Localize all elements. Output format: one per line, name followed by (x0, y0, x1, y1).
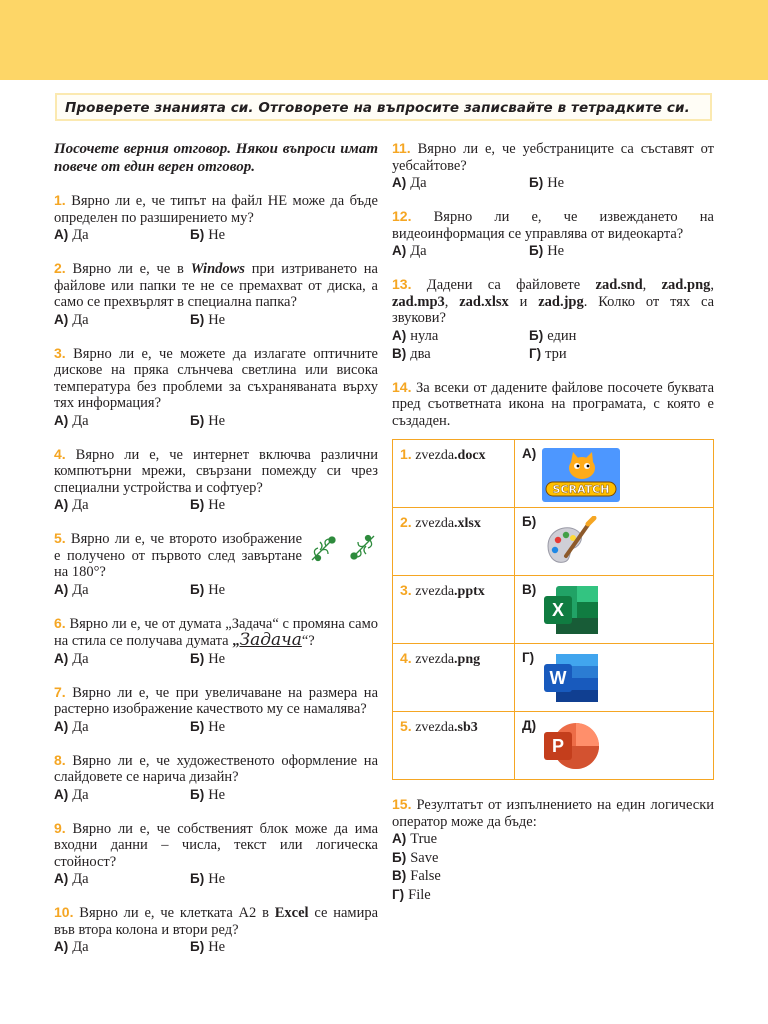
question-number: 13. (392, 276, 412, 292)
file-cell (393, 508, 515, 576)
question-text: Вярно ли е, че при увеличаване на размера на растерно изображение качеството му се намалява? (54, 684, 379, 717)
option-letter: А) (54, 311, 69, 327)
option-text: Да (72, 871, 89, 887)
file-ext: .sb3 (454, 720, 478, 735)
option-letter: В) (392, 868, 407, 883)
question-number: 3. (54, 344, 66, 361)
icon-cell[interactable] (515, 440, 714, 508)
question-number: 8. (54, 751, 66, 768)
file-base: zvezda (415, 720, 455, 735)
option-letter: А) (54, 871, 69, 886)
option-text: Не (208, 581, 226, 598)
excel-term: Excel (274, 905, 309, 921)
option-b[interactable] (190, 650, 326, 668)
option-letter: А) (54, 939, 69, 954)
option-a[interactable] (54, 311, 190, 329)
file-base: zvezda (415, 516, 455, 531)
file-base: zvezda (415, 448, 455, 463)
option-a[interactable] (54, 412, 190, 430)
file-ext: .xlsx (454, 516, 481, 531)
option-letter: Б) (529, 327, 544, 343)
question-text-cont: при изтриването на файлове или папки те не се премахват от диска, а само се прехвърлят в специална папка? (54, 261, 378, 310)
question-13: 13. Дадени са файловете zad.snd, zad.png, zad.mp3, zad.xlsx и zad.jpg. Колко от тях са звукови? А) нула Б) един В) два Г) три (392, 276, 715, 362)
option-letter: Б) (190, 786, 205, 802)
option-text: два (410, 345, 431, 362)
option-text: Да (72, 939, 89, 955)
option-letter: А) (392, 175, 407, 190)
question-text: За всеки от дадените файлове посочете буквата пред съответната икона на програмата, с която е създаден. (392, 379, 715, 429)
question-text: Вярно ли е, че второто изображение е получено от първото след завъртане на 180°? (54, 531, 302, 580)
question-number: 4. (54, 445, 66, 462)
banner-text: Проверете знанията си. Отговорете на въпросите записвайте в тетрадките си. (65, 100, 690, 116)
question-9 (54, 820, 378, 889)
scratch-icon (542, 448, 620, 502)
question-6 (54, 615, 378, 668)
option-b[interactable] (190, 412, 326, 430)
question-text: Вярно ли е, че типът на файл НЕ може да бъде определен по разширението му? (54, 193, 378, 226)
file-ext: .pptx (454, 584, 485, 599)
option-letter: А) (392, 243, 407, 258)
question-7 (54, 684, 378, 736)
option-text: Да (72, 412, 89, 429)
open-quote: „ (232, 633, 240, 649)
header-band (0, 0, 768, 80)
question-text: Резултатът от изпълнението на един логически оператор може да бъде: (392, 797, 714, 830)
question-number: 9. (54, 819, 66, 836)
option-letter: Г) (529, 345, 542, 361)
question-text: Вярно ли е, че интернет включва различни компютърни мрежи, свързани помежду си чрез специални устройства и софтуер? (54, 446, 378, 496)
option-letter: Б) (190, 311, 205, 327)
option-text: Save (410, 849, 439, 866)
question-1 (54, 192, 378, 244)
option-a[interactable] (54, 938, 190, 956)
option-b[interactable] (190, 496, 326, 514)
option-text: Да (72, 581, 89, 598)
option-text: Да (72, 227, 89, 243)
file-name: zad.jpg (538, 293, 584, 310)
option-text: Да (72, 786, 89, 803)
option-a[interactable] (54, 226, 190, 244)
question-number: 12. (392, 208, 412, 224)
option-text: Не (208, 227, 226, 243)
option-text: File (408, 886, 431, 903)
table-row (393, 644, 714, 712)
file-base: zvezda (415, 652, 455, 667)
question-text: Вярно ли е, че можете да излагате оптичните дискове на пряка слънчева светлина или висока температура без проблеми за съхраняваната върху тях информация? (54, 345, 378, 411)
table-row (393, 440, 714, 508)
option-letter: Б) (392, 849, 407, 865)
option-letter: В) (522, 582, 537, 597)
option-b[interactable] (190, 718, 326, 736)
file-ext: .docx (454, 448, 486, 463)
option-a[interactable] (54, 786, 190, 804)
file-cell (393, 644, 515, 712)
excel-letter: X (551, 600, 565, 620)
file-cell (393, 712, 515, 780)
option-letter: Б) (529, 175, 544, 190)
option-text: Да (72, 311, 89, 328)
option-text: Да (72, 718, 89, 735)
row-number: 4. (400, 650, 412, 666)
question-text: Вярно ли е, че художественото оформление на слайдовете се нарича дизайн? (54, 752, 379, 785)
option-text: Не (208, 412, 226, 429)
option-letter: Б) (190, 227, 205, 242)
file-name: zad.mp3 (392, 293, 445, 310)
option-b[interactable] (190, 226, 326, 244)
table-row (393, 508, 714, 576)
option-text: три (545, 345, 567, 362)
option-letter: А) (522, 446, 537, 461)
flower-rotation-images (308, 530, 378, 566)
question-5 (54, 530, 378, 599)
file-ext: .png (454, 652, 481, 667)
option-text: Не (208, 311, 226, 328)
option-letter: Б) (190, 412, 205, 428)
option-letter: В) (392, 345, 407, 361)
icon-cell[interactable] (515, 576, 714, 644)
option-text: Не (547, 243, 565, 259)
option-b[interactable] (190, 938, 326, 956)
option-text: Не (208, 786, 226, 803)
option-letter: Д) (522, 718, 537, 733)
word-icon (542, 652, 600, 704)
table-row (393, 712, 714, 780)
icon-cell[interactable] (515, 712, 714, 780)
file-name: zad.png (661, 277, 711, 293)
option-letter: А) (54, 581, 69, 597)
option-text: Да (72, 650, 89, 667)
question-number: 15. (392, 796, 412, 812)
option-letter: Б) (190, 871, 205, 886)
option-c[interactable] (392, 345, 529, 363)
option-letter: А) (54, 412, 69, 428)
file-cell (393, 440, 515, 508)
question-number: 1. (54, 192, 66, 208)
conjunction: и (508, 293, 539, 310)
option-text: Не (208, 939, 226, 955)
powerpoint-icon (542, 720, 600, 772)
option-a[interactable] (392, 242, 529, 260)
option-text: Не (208, 718, 226, 735)
option-d[interactable] (529, 345, 666, 363)
option-text: True (410, 831, 438, 847)
option-letter: А) (392, 327, 407, 343)
option-b[interactable] (529, 242, 666, 260)
option-text: Да (410, 175, 427, 191)
question-text: Вярно ли е, че от думата „Задача“ с промяна само на стила се получава думата (54, 615, 379, 649)
option-text: Не (208, 650, 226, 667)
option-letter: А) (54, 497, 69, 512)
option-a[interactable] (392, 327, 529, 345)
option-text: Да (410, 243, 427, 259)
question-8 (54, 752, 378, 804)
icon-cell[interactable] (515, 508, 714, 576)
option-b[interactable] (392, 849, 714, 868)
option-letter: Б) (522, 514, 537, 529)
option-a[interactable] (54, 496, 190, 514)
icon-cell[interactable] (515, 644, 714, 712)
script-word: Задача (239, 630, 302, 650)
question-number: 14. (392, 378, 412, 395)
option-text: Не (208, 497, 226, 513)
option-a[interactable] (54, 718, 190, 736)
option-letter: Г) (522, 650, 535, 665)
question-text: Вярно ли е, че уебстраниците са съставят от уебсайтове? (392, 141, 714, 174)
option-a[interactable] (392, 830, 714, 849)
option-b[interactable] (529, 174, 666, 192)
question-4 (54, 446, 378, 515)
option-text: един (547, 327, 577, 344)
option-b[interactable] (190, 870, 326, 888)
windows-term: Windows (190, 261, 245, 277)
file-name: zad.xlsx (459, 293, 509, 310)
question-10 (54, 904, 378, 956)
question-12 (392, 208, 714, 260)
right-column (392, 140, 714, 920)
question-text-cont: се намира във втора колона и втори ред? (54, 905, 379, 938)
question-14 (392, 379, 714, 430)
question-text: Вярно ли е, че собственият блок може да има входни данни – числа, текст или логическа стойност? (54, 820, 379, 870)
option-text: Да (72, 497, 89, 513)
row-number: 2. (400, 514, 412, 530)
file-cell (393, 576, 515, 644)
file-icon-table (392, 439, 714, 780)
question-text: Дадени са файловете (426, 277, 596, 293)
file-base: zvezda (415, 584, 455, 599)
option-letter: А) (54, 227, 69, 242)
option-b[interactable] (529, 327, 666, 345)
row-number: 1. (400, 446, 412, 462)
option-letter: Б) (190, 718, 205, 734)
question-number: 2. (54, 260, 66, 276)
question-text: Вярно ли е, че извеждането на видеоинформация се управлява от видеокарта? (392, 209, 714, 242)
question-number: 10. (54, 904, 74, 920)
flower-rotated-icon (351, 536, 374, 560)
option-b[interactable] (190, 311, 326, 329)
option-a[interactable] (392, 174, 529, 192)
scratch-label: SCRATCH (552, 483, 610, 496)
question-number: 7. (54, 683, 66, 700)
option-letter: Б) (190, 497, 205, 512)
left-column (54, 140, 378, 972)
row-number: 3. (400, 582, 412, 598)
option-letter: Б) (529, 243, 544, 258)
option-letter: А) (392, 831, 407, 846)
option-text: нула (410, 327, 439, 344)
excel-icon (542, 584, 600, 636)
option-letter: А) (54, 650, 69, 666)
instructions-banner (55, 93, 712, 121)
option-b[interactable] (190, 786, 326, 804)
paint-palette-icon (542, 516, 598, 570)
option-letter: Б) (190, 581, 205, 597)
question-2 (54, 260, 378, 329)
option-letter: А) (54, 718, 69, 734)
flower-original-icon (312, 537, 335, 561)
option-a[interactable] (54, 650, 190, 668)
question-text-cont: . Колко от тях са звукови? (392, 293, 715, 326)
question-11 (392, 140, 714, 192)
question-3 (54, 345, 378, 430)
option-letter: Г) (392, 886, 405, 902)
option-text: Не (208, 871, 226, 887)
option-letter: Б) (190, 650, 205, 666)
question-text: Вярно ли е, че клетката А2 в (79, 905, 275, 921)
option-a[interactable] (54, 581, 190, 599)
close-quote: “? (301, 633, 315, 649)
option-d[interactable] (392, 886, 714, 905)
option-b[interactable] (190, 581, 326, 599)
table-row (393, 576, 714, 644)
option-text: False (410, 868, 441, 884)
word-letter: W (549, 668, 567, 688)
intro-text: Посочете верния отговор. Някои въпроси имат повече от един верен отговор. (54, 141, 378, 175)
option-letter: А) (54, 786, 69, 802)
question-number: 11. (392, 140, 411, 156)
question-text: Вярно ли е, че в (72, 261, 191, 277)
option-c[interactable] (392, 867, 714, 886)
powerpoint-letter: P (551, 736, 565, 756)
file-name: zad.snd (595, 277, 643, 293)
option-text: Не (547, 175, 565, 191)
question-number: 5. (54, 530, 66, 546)
question-15 (392, 796, 714, 904)
option-letter: Б) (190, 939, 205, 954)
question-number: 6. (54, 614, 66, 631)
option-a[interactable] (54, 870, 190, 888)
row-number: 5. (400, 718, 412, 734)
